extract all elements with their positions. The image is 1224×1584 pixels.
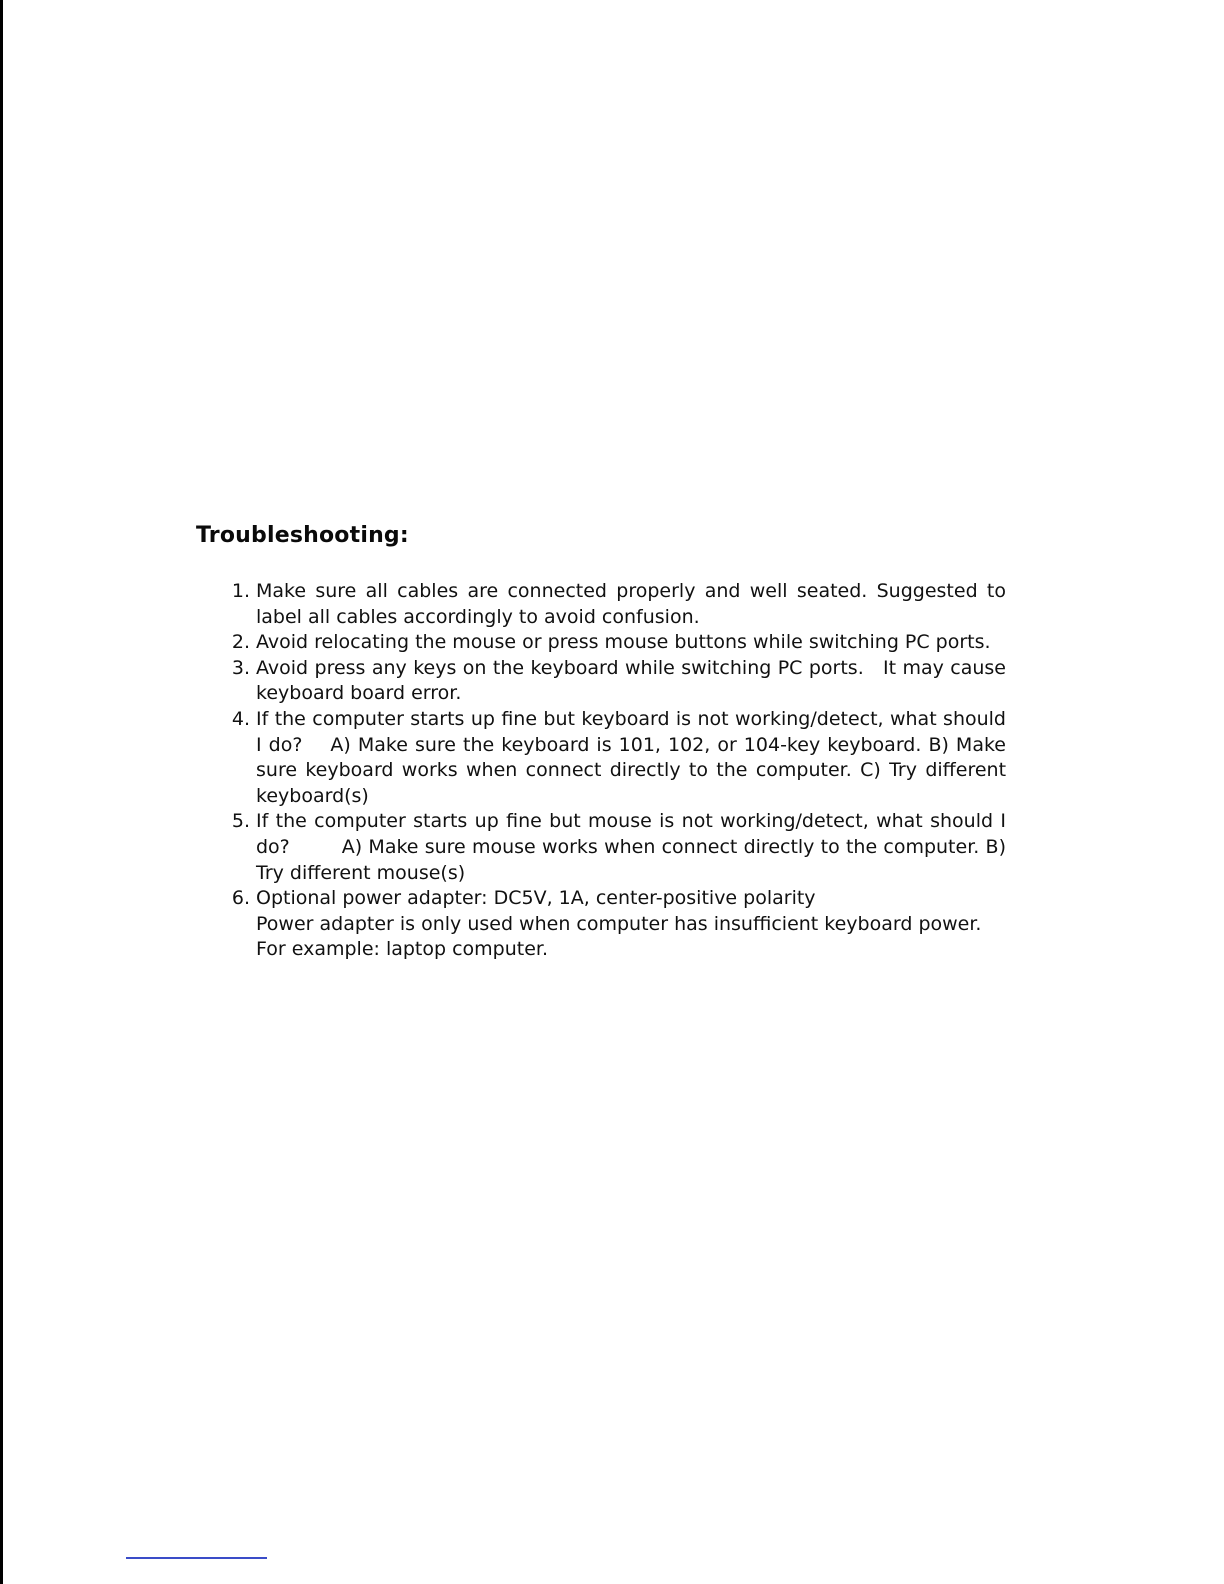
item-line: Optional power adapter: DC5V, 1A, center-positive polarity (256, 887, 816, 910)
item-answer-a: A) Make sure the keyboard is 101, 102, or 104-key keyboard. (330, 733, 922, 756)
item-answer-b: B) Make sure keyboard works when connect directly to the computer. (256, 733, 1006, 782)
section-heading: Troubleshooting: (196, 523, 409, 548)
item-text: Avoid relocating the mouse or press mouse buttons while switching PC ports. (256, 631, 991, 654)
item-number: 2. (231, 631, 250, 654)
troubleshooting-list (220, 579, 1013, 963)
item-number: 5. (231, 810, 250, 833)
item-number: 1. (231, 580, 250, 602)
list-item-1 (220, 579, 1006, 630)
item-text (256, 707, 1006, 809)
list-item-5 (220, 809, 1006, 886)
item-text (256, 809, 1006, 886)
item-text: Make sure all cables are connected properly and well seated. Suggested to label all cables accordingly to avoid confusion. (256, 580, 1006, 628)
item-answer-a: A) Make sure mouse works when connect directly to the computer. (341, 835, 980, 858)
list-item-2 (220, 630, 1006, 656)
list-item-4 (220, 707, 1006, 809)
item-question: If the computer starts up fine but keyboard is not working/detect, what should I do? (256, 707, 1006, 756)
item-number: 4. (231, 707, 250, 730)
item-answer-b: B) Try different mouse(s) (256, 835, 1006, 884)
page-edge (0, 0, 3, 1584)
item-question: If the computer starts up fine but mouse is not working/detect, what should I do? (256, 810, 1006, 858)
item-number: 6. (231, 887, 250, 910)
item-text: Avoid press any keys on the keyboard while switching PC ports. It may cause keyboard board error. (256, 656, 1013, 705)
item-number: 3. (231, 656, 250, 679)
list-item-3 (220, 656, 1013, 707)
list-item-6 (220, 886, 1006, 963)
item-line: Power adapter is only used when computer has insufficient keyboard power. (256, 912, 982, 935)
item-line: For example: laptop computer. (256, 938, 549, 961)
item-answer-c: C) Try different keyboard(s) (256, 759, 1007, 807)
footer-rule (126, 1557, 267, 1559)
